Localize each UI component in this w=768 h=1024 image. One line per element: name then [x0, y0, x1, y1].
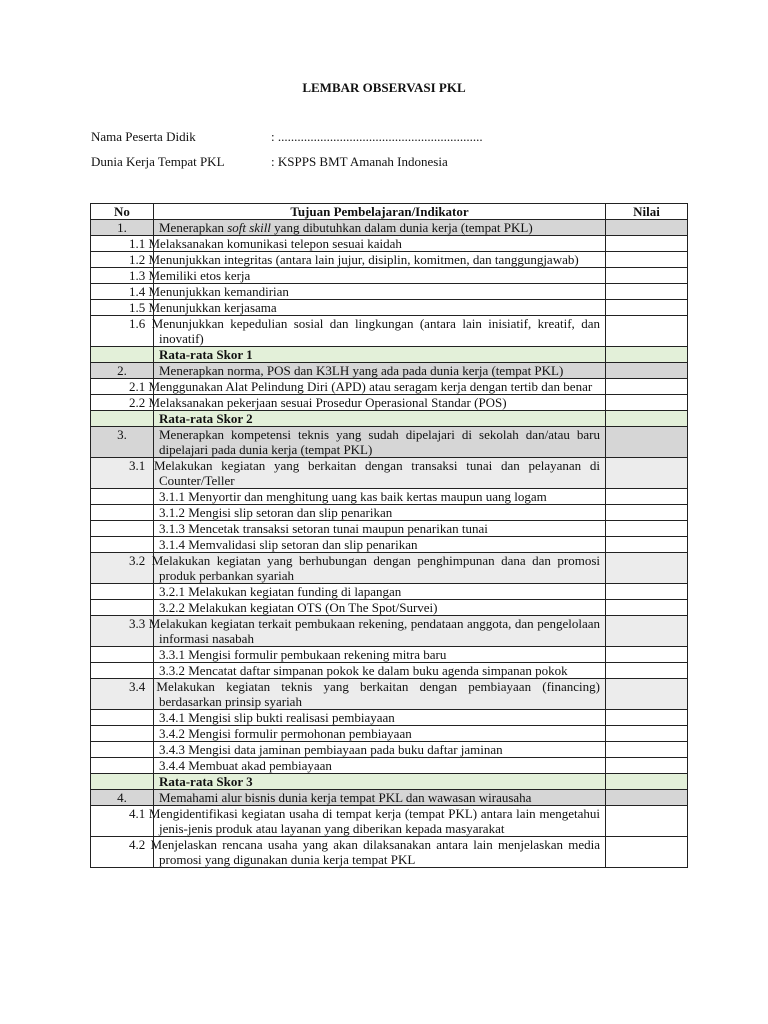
score-input-cell[interactable]	[606, 537, 688, 553]
row-number	[91, 726, 154, 742]
indicator-cell: 1.5 Menunjukkan kerjasama	[154, 300, 606, 316]
score-input-cell[interactable]	[606, 427, 688, 458]
score-input-cell[interactable]	[606, 268, 688, 284]
row-number	[91, 710, 154, 726]
score-input-cell[interactable]	[606, 252, 688, 268]
table-row	[91, 316, 688, 347]
indicator-cell: 3.2 Melakukan kegiatan yang berhubungan dengan penghimpunan dana dan promosi produk perbankan syariah	[154, 553, 606, 584]
indicator-cell	[154, 220, 606, 236]
score-input-cell[interactable]	[606, 521, 688, 537]
score-input-cell[interactable]	[606, 395, 688, 411]
row-number	[91, 742, 154, 758]
row-number	[91, 347, 154, 363]
row-number: 3.	[91, 427, 154, 458]
score-input-cell[interactable]	[606, 806, 688, 837]
score-input-cell[interactable]	[606, 710, 688, 726]
table-row	[91, 363, 688, 379]
table-row	[91, 220, 688, 236]
row-number	[91, 647, 154, 663]
indicator-cell: 3.4 Melakukan kegiatan teknis yang berkaitan dengan pembiayaan (financing) berdasarkan prinsip syariah	[154, 679, 606, 710]
indicator-cell: 1.3 Memiliki etos kerja	[154, 268, 606, 284]
row-number	[91, 411, 154, 427]
score-input-cell[interactable]	[606, 363, 688, 379]
score-input-cell[interactable]	[606, 837, 688, 868]
table-row	[91, 584, 688, 600]
indicator-cell	[154, 521, 606, 537]
row-number	[91, 584, 154, 600]
table-row	[91, 616, 688, 647]
table-row	[91, 790, 688, 806]
row-number	[91, 600, 154, 616]
indicator-text: 3.1.3 Mencetak transaksi setoran tunai maupun penarikan tunai	[159, 521, 488, 536]
indicator-cell	[154, 489, 606, 505]
table-row	[91, 458, 688, 489]
table-row	[91, 395, 688, 411]
meta-label: Nama Peserta Didik	[91, 129, 196, 144]
score-input-cell[interactable]	[606, 663, 688, 679]
indicator-text: 3.3.2 Mencatat daftar simpanan pokok ke dalam buku agenda simpanan pokok	[159, 663, 568, 678]
indicator-cell	[154, 584, 606, 600]
average-score-row	[91, 347, 688, 363]
indicator-cell: 4.2 Menjelaskan rencana usaha yang akan dilaksanakan antara lain menjelaskan media promosi yang digunakan dunia kerja tempat PKL	[154, 837, 606, 868]
header-indicator: Tujuan Pembelajaran/Indikator	[154, 204, 606, 220]
indicator-cell: Rata-rata Skor 2	[154, 411, 606, 427]
table-body	[91, 220, 688, 868]
meta-value: : KSPPS BMT Amanah Indonesia	[271, 154, 448, 169]
score-input-cell[interactable]	[606, 584, 688, 600]
indicator-cell: 2.1 Menggunakan Alat Pelindung Diri (APD) atau seragam kerja dengan tertib dan benar	[154, 379, 606, 395]
row-number	[91, 774, 154, 790]
indicator-cell	[154, 726, 606, 742]
indicator-cell: 4.1 Mengidentifikasi kegiatan usaha di tempat kerja (tempat PKL) antara lain mengetahui jenis-jenis produk atau layanan yang diberikan kepada masyarakat	[154, 806, 606, 837]
table-row	[91, 537, 688, 553]
indicator-cell: 2.2 Melaksanakan pekerjaan sesuai Prosedur Operasional Standar (POS)	[154, 395, 606, 411]
indicator-text: 3.1.4 Memvalidasi slip setoran dan slip penarikan	[159, 537, 418, 552]
table-row	[91, 379, 688, 395]
indicator-text: 3.4.4 Membuat akad pembiayaan	[159, 758, 332, 773]
indicator-text: 3.1.2 Mengisi slip setoran dan slip penarikan	[159, 505, 393, 520]
row-number: 2.	[91, 363, 154, 379]
meta-value: : ...............................................................	[271, 129, 483, 144]
table-row	[91, 268, 688, 284]
indicator-cell	[154, 758, 606, 774]
score-input-cell[interactable]	[606, 505, 688, 521]
score-input-cell[interactable]	[606, 379, 688, 395]
indicator-cell: Rata-rata Skor 3	[154, 774, 606, 790]
score-input-cell[interactable]	[606, 647, 688, 663]
row-number	[91, 489, 154, 505]
table-row	[91, 521, 688, 537]
score-input-cell[interactable]	[606, 679, 688, 710]
indicator-cell: 1.6 Menunjukkan kepedulian sosial dan lingkungan (antara lain inisiatif, kreatif, dan inovatif)	[154, 316, 606, 347]
score-input-cell[interactable]	[606, 284, 688, 300]
table-row	[91, 252, 688, 268]
row-number	[91, 537, 154, 553]
table-row	[91, 427, 688, 458]
average-score-row	[91, 774, 688, 790]
row-number: 4.	[91, 790, 154, 806]
indicator-cell	[154, 710, 606, 726]
indicator-cell	[154, 663, 606, 679]
row-number	[91, 663, 154, 679]
indicator-cell	[154, 505, 606, 521]
score-input-cell[interactable]	[606, 458, 688, 489]
indicator-text: 3.4.1 Mengisi slip bukti realisasi pembiayaan	[159, 710, 395, 725]
table-row	[91, 647, 688, 663]
row-number	[91, 758, 154, 774]
document-title: LEMBAR OBSERVASI PKL	[302, 80, 466, 95]
table-row	[91, 300, 688, 316]
table-row	[91, 742, 688, 758]
indicator-cell	[154, 600, 606, 616]
table-row	[91, 505, 688, 521]
score-input-cell[interactable]	[606, 236, 688, 252]
indicator-text-post: yang dibutuhkan dalam dunia kerja (tempat PKL)	[270, 220, 533, 235]
score-input-cell[interactable]	[606, 300, 688, 316]
table-row	[91, 806, 688, 837]
indicator-cell	[154, 537, 606, 553]
row-number	[91, 521, 154, 537]
score-input-cell[interactable]	[606, 553, 688, 584]
indicator-text: 3.4.2 Mengisi formulir permohonan pembiayaan	[159, 726, 412, 741]
indicator-cell: Menerapkan norma, POS dan K3LH yang ada pada dunia kerja (tempat PKL)	[154, 363, 606, 379]
score-input-cell[interactable]	[606, 600, 688, 616]
indicator-cell: 1.2 Menunjukkan integritas (antara lain jujur, disiplin, komitmen, dan tanggungjawab)	[154, 252, 606, 268]
score-input-cell[interactable]	[606, 790, 688, 806]
table-row	[91, 600, 688, 616]
indicator-cell: 3.1 Melakukan kegiatan yang berkaitan dengan transaksi tunai dan pelayanan di Counter/Teller	[154, 458, 606, 489]
score-input-cell[interactable]	[606, 616, 688, 647]
indicator-text: 3.2.1 Melakukan kegiatan funding di lapangan	[159, 584, 402, 599]
table-row	[91, 679, 688, 710]
indicator-text-em: soft skill	[227, 220, 271, 235]
indicator-text: 3.4.3 Mengisi data jaminan pembiayaan pada buku daftar jaminan	[159, 742, 503, 757]
table-row	[91, 726, 688, 742]
score-input-cell[interactable]	[606, 220, 688, 236]
header-score: Nilai	[606, 204, 688, 220]
indicator-cell: Rata-rata Skor 1	[154, 347, 606, 363]
row-number	[91, 505, 154, 521]
indicator-text: 3.1.1 Menyortir dan menghitung uang kas baik kertas maupun uang logam	[159, 489, 547, 504]
score-input-cell[interactable]	[606, 347, 688, 363]
indicator-text: 3.2.2 Melakukan kegiatan OTS (On The Spot/Survei)	[159, 600, 438, 615]
indicator-cell: Menerapkan kompetensi teknis yang sudah dipelajari di sekolah dan/atau baru dipelajari pada dunia kerja (tempat PKL)	[154, 427, 606, 458]
score-input-cell[interactable]	[606, 316, 688, 347]
indicator-cell: 1.1 Melaksanakan komunikasi telepon sesuai kaidah	[154, 236, 606, 252]
table-row	[91, 710, 688, 726]
indicator-text-pre: Menerapkan	[159, 220, 228, 235]
indicator-cell	[154, 742, 606, 758]
score-input-cell[interactable]	[606, 411, 688, 427]
observation-table	[90, 203, 688, 868]
indicator-cell: 1.4 Menunjukkan kemandirian	[154, 284, 606, 300]
score-input-cell[interactable]	[606, 758, 688, 774]
score-input-cell[interactable]	[606, 742, 688, 758]
indicator-cell: 3.3 Melakukan kegiatan terkait pembukaan rekening, pendataan anggota, dan pengelolaan informasi nasabah	[154, 616, 606, 647]
indicator-text: 3.3.1 Mengisi formulir pembukaan rekening mitra baru	[159, 647, 447, 662]
table-header-row	[91, 204, 688, 220]
table-row	[91, 663, 688, 679]
table-row	[91, 553, 688, 584]
indicator-cell: Memahami alur bisnis dunia kerja tempat PKL dan wawasan wirausaha	[154, 790, 606, 806]
score-input-cell[interactable]	[606, 489, 688, 505]
table-row	[91, 236, 688, 252]
average-score-row	[91, 411, 688, 427]
table-row	[91, 284, 688, 300]
score-input-cell[interactable]	[606, 774, 688, 790]
table-row	[91, 758, 688, 774]
row-number: 1.	[91, 220, 154, 236]
meta-label: Dunia Kerja Tempat PKL	[91, 154, 225, 169]
header-no: No	[91, 204, 154, 220]
table-row	[91, 837, 688, 868]
indicator-cell	[154, 647, 606, 663]
score-input-cell[interactable]	[606, 726, 688, 742]
table-row	[91, 489, 688, 505]
